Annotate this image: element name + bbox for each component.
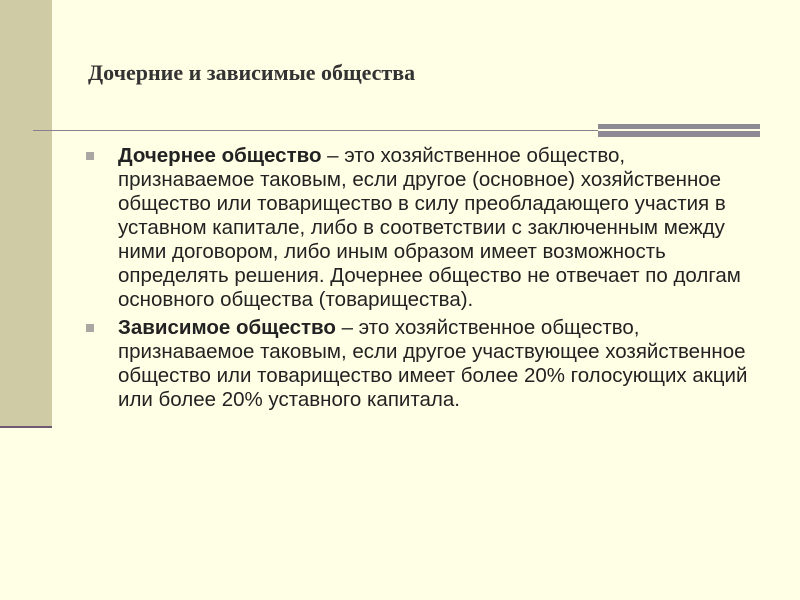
bullet-term: Зависимое общество xyxy=(118,316,336,339)
bullet-dependent xyxy=(86,316,766,412)
bullet-square-icon xyxy=(86,324,94,332)
bullet-subsidiary xyxy=(86,144,766,312)
side-decor-band xyxy=(0,0,52,426)
title-divider xyxy=(33,130,598,131)
bullet-text xyxy=(118,144,741,311)
bullet-term: Дочернее общество xyxy=(118,144,322,167)
bullet-definition: – это хозяйственное общество, признаваемое таковым, если другое участвующее хозяйственное общество или товарищество имеет более 20% голосующих акций или более 20% уставного капитала. xyxy=(118,316,748,411)
slide-title: Дочерние и зависимые общества xyxy=(88,60,416,85)
bullet-list xyxy=(86,144,766,416)
accent-bar-top xyxy=(598,124,760,129)
bullet-square-icon xyxy=(86,152,94,160)
bullet-definition: – это хозяйственное общество, признаваемое таковым, если другое (основное) хозяйственное общество или товарищество в силу преобладающего участия в уставном капитале, либо в соответствии с заключенным между ними договором, либо иным образом имеет возможность определять решения. Дочернее общество не отвечает по долгам основного общества (товарищества). xyxy=(118,144,741,311)
bullet-text xyxy=(118,316,747,411)
accent-bar-bottom xyxy=(598,131,760,137)
side-decor-line xyxy=(0,426,52,428)
